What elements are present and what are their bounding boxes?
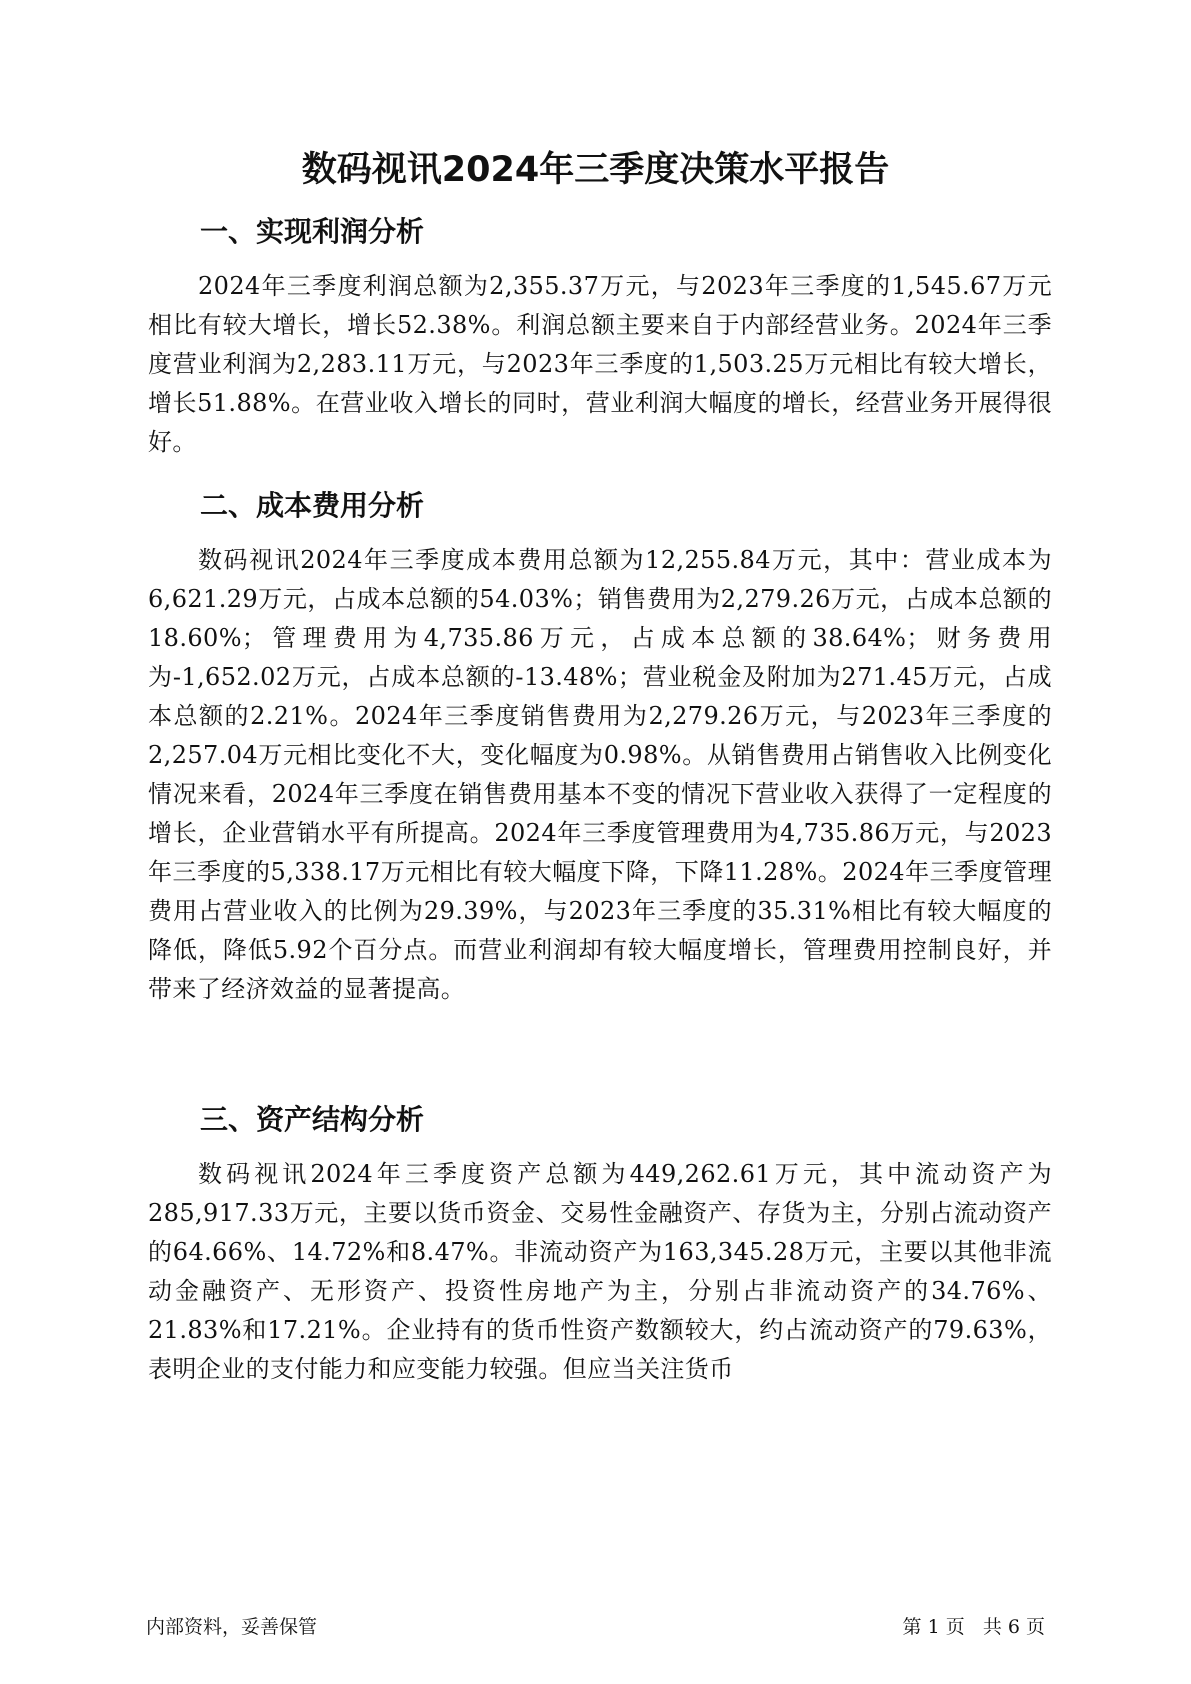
section-paragraph-cost: 数码视讯2024年三季度成本费用总额为12,255.84万元，其中：营业成本为6,621.29万元，占成本总额的54.03%；销售费用为2,279.26万元，占成本总额的18.60%；管理费用为4,735.86万元，占成本总额的38.64%；财务费用为-1,652.02万元，占成本总额的-13.48%；营业税金及附加为271.45万元，占成本总额的2.21%。2024年三季度销售费用为2,279.26万元，与2023年三季度的2,257.04万元相比变化不大，变化幅度为0.98%。从销售费用占销售收入比例变化情况来看，2024年三季度在销售费用基本不变的情况下营业收入获得了一定程度的增长，企业营销水平有所提高。2024年三季度管理费用为4,735.86万元，与2023年三季度的5,338.17万元相比有较大幅度下降，下降11.28%。2024年三季度管理费用占营业收入的比例为29.39%，与2023年三季度的35.31%相比有较大幅度的降低，降低5.92个百分点。而营业利润却有较大幅度增长，管理费用控制良好，并带来了经济效益的显著提高。: [148, 546, 1052, 1003]
section-heading-assets: 三、资产结构分析: [200, 1103, 425, 1136]
section-heading-profit: 一、实现利润分析: [200, 215, 425, 248]
section-paragraph-profit: 2024年三季度利润总额为2,355.37万元，与2023年三季度的1,545.67万元相比有较大增长，增长52.38%。利润总额主要来自于内部经营业务。2024年三季度营业利润为2,283.11万元，与2023年三季度的1,503.25万元相比有较大增长，增长51.88%。在营业收入增长的同时，营业利润大幅度的增长，经营业务开展得很好。: [148, 272, 1052, 456]
footer-confidential-note: 内部资料，妥善保管: [146, 1616, 318, 1638]
section-paragraph-assets: 数码视讯2024年三季度资产总额为449,262.61万元，其中流动资产为285,917.33万元，主要以货币资金、交易性金融资产、存货为主，分别占流动资产的64.66%、14.72%和8.47%。非流动资产为163,345.28万元，主要以其他非流动金融资产、无形资产、投资性房地产为主，分别占非流动资产的34.76%、21.83%和17.21%。企业持有的货币性资产数额较大，约占流动资产的79.63%，表明企业的支付能力和应变能力较强。但应当关注货币: [148, 1160, 1052, 1383]
document-title: 数码视讯2024年三季度决策水平报告: [301, 150, 890, 190]
section-heading-cost: 二、成本费用分析: [200, 489, 425, 522]
footer-page-number-text: 第 1 页 共 6 页: [902, 1616, 1045, 1638]
footer-page-number: [903, 1615, 1045, 1639]
